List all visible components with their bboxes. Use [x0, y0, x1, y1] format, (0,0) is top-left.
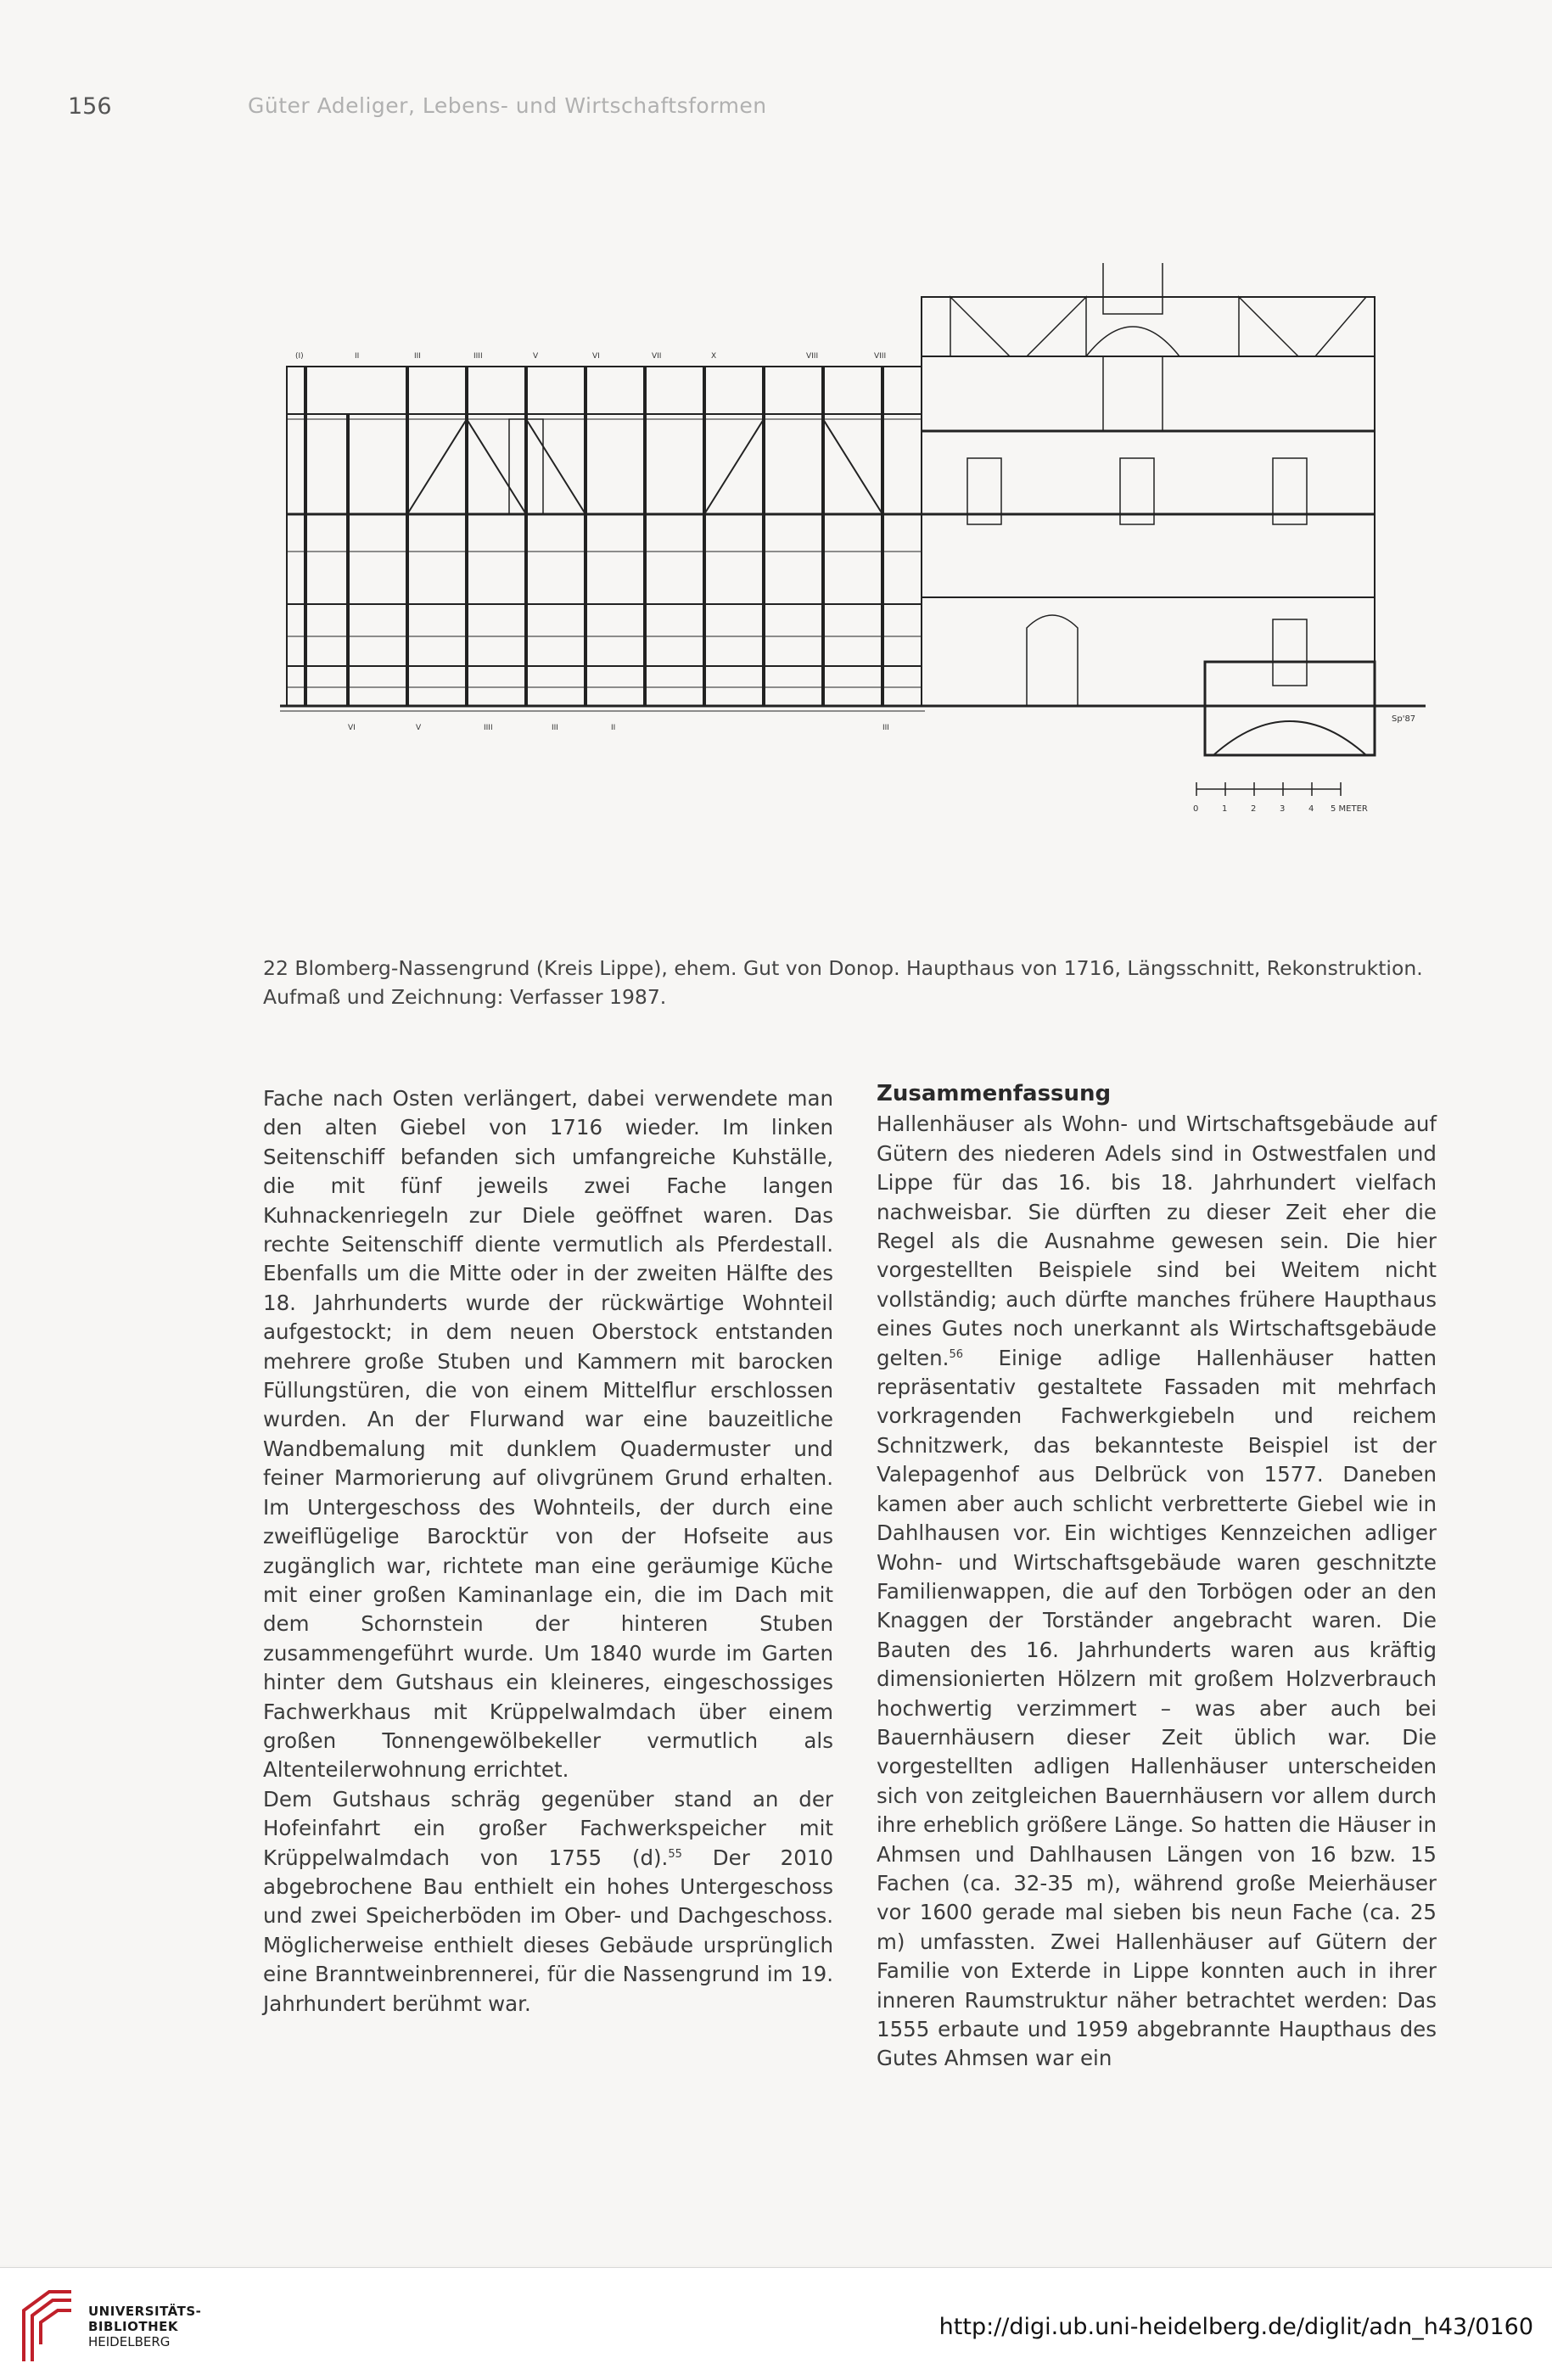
page-number: 156	[68, 93, 112, 120]
footnote-ref: 56	[949, 1347, 963, 1361]
body-paragraph	[877, 1110, 1437, 2073]
left-text-column	[263, 1084, 833, 2019]
top-axis-labels	[295, 352, 886, 361]
right-text-column	[877, 1081, 1437, 2074]
top-axis-label: IIII	[473, 352, 483, 361]
top-axis-label: (I)	[295, 352, 304, 361]
scale-label: 0	[1193, 804, 1199, 814]
scale-label: 5 METER	[1331, 804, 1368, 814]
running-title: Güter Adeliger, Lebens- und Wirtschaftsformen	[248, 93, 767, 118]
top-axis-label: VIII	[806, 352, 819, 361]
bottom-axis-label: V	[416, 724, 422, 732]
scale-label: 4	[1308, 804, 1314, 814]
top-axis-label: II	[355, 352, 360, 361]
page-header	[0, 93, 1552, 127]
top-axis-label: VII	[652, 352, 662, 361]
paragraph-text: Hallenhäuser als Wohn- und Wirtschaftsgebäude auf Gütern des niederen Adels sind in Ostwestfalen und Lippe für das 16. bis 18. Jahrhundert vielfach nachweisbar. Sie dürften zu dieser Zeit eher die Regel als die Ausnahme gewesen sein. Die hier vorgestellten Beispiele sind bei Weitem nicht vollständig; auch dürfte manches frühere Haupthaus eines Gutes noch unerkannt als Wirtschaftsgebäude gelten.	[877, 1112, 1437, 1370]
source-url-link[interactable]: http://digi.ub.uni-heidelberg.de/diglit/adn_h43/0160	[938, 2314, 1533, 2340]
bottom-axis-label: IIII	[484, 724, 493, 732]
bottom-axis-label: II	[611, 724, 616, 732]
library-name-line: HEIDELBERG	[88, 2334, 171, 2349]
library-name-line: UNIVERSITÄTS-	[88, 2304, 202, 2319]
bottom-axis-label: III	[552, 724, 558, 732]
bottom-axis-labels	[348, 724, 889, 732]
section-heading: Zusammenfassung	[877, 1081, 1112, 1106]
bottom-axis-label: III	[882, 724, 889, 732]
body-paragraph: Fache nach Osten verlängert, dabei verwendete man den alten Giebel von 1716 wieder. Im linken Seitenschiff befanden sich umfangreiche Kuhställe, die mit fünf jeweils zwei Fache langen Kuhnackenriegeln zur Diele geöffnet waren. Das rechte Seitenschiff diente vermutlich als Pferdestall. Ebenfalls um die Mitte oder in der zweiten Hälfte des 18. Jahrhunderts wurde der rückwärtige Wohnteil aufgestockt; in dem neuen Oberstock entstanden mehrere große Stuben und Kammern mit barocken Füllungstüren, die von einem Mittelflur erschlossen wurden. An der Flurwand war eine bauzeitliche Wandbemalung mit dunklem Quadermuster und feiner Marmorierung auf olivgrünem Grund erhalten. Im Untergeschoss des Wohnteils, der durch eine zweiflügelige Barocktür von der Hofseite aus zugänglich war, richtete man eine geräumige Küche mit einer großen Kaminanlage ein, die im Dach mit dem Schornstein der hinteren Stuben zusammengeführt wurde. Um 1840 wurde im Garten hinter dem Gutshaus ein kleineres, eingeschossiges Fachwerkhaus mit Krüppelwalmdach über einem großen Tonnengewölbekeller vermutlich als Altenteilerwohnung errichtet.	[263, 1086, 833, 1783]
paragraph-text: Dem Gutshaus schräg gegenüber stand an der Hofeinfahrt ein großer Fachwerkspeicher mit Krüppelwalmdach von 1755 (d).	[263, 1786, 833, 1870]
top-axis-label: VI	[592, 352, 600, 361]
scale-label: 2	[1251, 804, 1257, 814]
section-drawing-svg	[255, 263, 1443, 925]
footnote-ref: 55	[668, 1847, 682, 1861]
bottom-axis-label: VI	[348, 724, 356, 732]
longitudinal-section-drawing	[255, 263, 1443, 925]
paragraph-text: Der 2010 abgebrochene Bau enthielt ein hohes Untergeschoss und zwei Speicherböden im Ober- und Dachgeschoss. Möglicherweise enthielt dieses Gebäude ursprünglich eine Branntweinbrennerei, für die Nassengrund im 19. Jahrhundert berühmt war.	[263, 1845, 833, 2016]
viewer-footer	[0, 2267, 1552, 2380]
body-paragraph	[263, 1785, 833, 2019]
scale-label: 3	[1280, 804, 1286, 814]
top-axis-label: V	[533, 352, 539, 361]
library-name-line: BIBLIOTHEK	[88, 2319, 178, 2334]
scale-bar	[1196, 782, 1341, 796]
drawing-signature: Sp'87	[1392, 714, 1416, 724]
top-axis-label: III	[414, 352, 421, 361]
library-name	[88, 2304, 201, 2349]
scale-labels	[1193, 804, 1368, 814]
hall-section-outline	[287, 367, 922, 706]
paragraph-text: Einige adlige Hallenhäuser hatten repräsentativ gestaltete Fassaden mit mehrfach vorkragenden Fachwerkgiebeln und reichem Schnitzwerk, das bekannteste Beispiel ist der Valepagenhof aus Delbrück von 1577. Daneben kamen aber auch schlicht verbretterte Giebel wie in Dahlhausen vor. Ein wichtiges Kennzeichen adliger Wohn- und Wirtschaftsgebäude waren geschnitzte Familienwappen, die auf den Torbögen oder an den Knaggen der Torständer angebracht waren. Die Bauten des 16. Jahrhunderts waren aus kräftig dimensionierten Hölzern mit großem Holzverbrauch hochwertig verzimmert – was aber auch bei Bauernhäusern dieser Zeit üblich war. Die vorgestellten adligen Hallenhäuser unterscheiden sich von zeitgleichen Bauernhäusern vor allem durch ihre erheblich größere Länge. So hatten die Häuser in Ahmsen und Dahlhausen Längen von 16 bzw. 15 Fachen (ca. 32-35 m), während große Meierhäuser vor 1600 gerade mal sieben bis neun Fache (ca. 25 m) umfassten. Zwei Hallenhäuser auf Gütern der Familie von Exterde in Lippe konnten auch in ihrer inneren Raumstruktur näher betrachtet werden: Das 1555 erbaute und 1959 abgebrannte Haupthaus des Gutes Ahmsen war ein	[877, 1345, 1437, 2071]
scale-label: 1	[1222, 804, 1228, 814]
top-axis-label: VIII	[874, 352, 887, 361]
top-axis-label: X	[711, 352, 717, 361]
library-logo-icon	[15, 2285, 78, 2363]
figure-caption: 22 Blomberg-Nassengrund (Kreis Lippe), ehem. Gut von Donop. Haupthaus von 1716, Längsschnitt, Rekonstruktion. Aufmaß und Zeichnung: Verfasser 1987.	[263, 956, 1423, 1009]
